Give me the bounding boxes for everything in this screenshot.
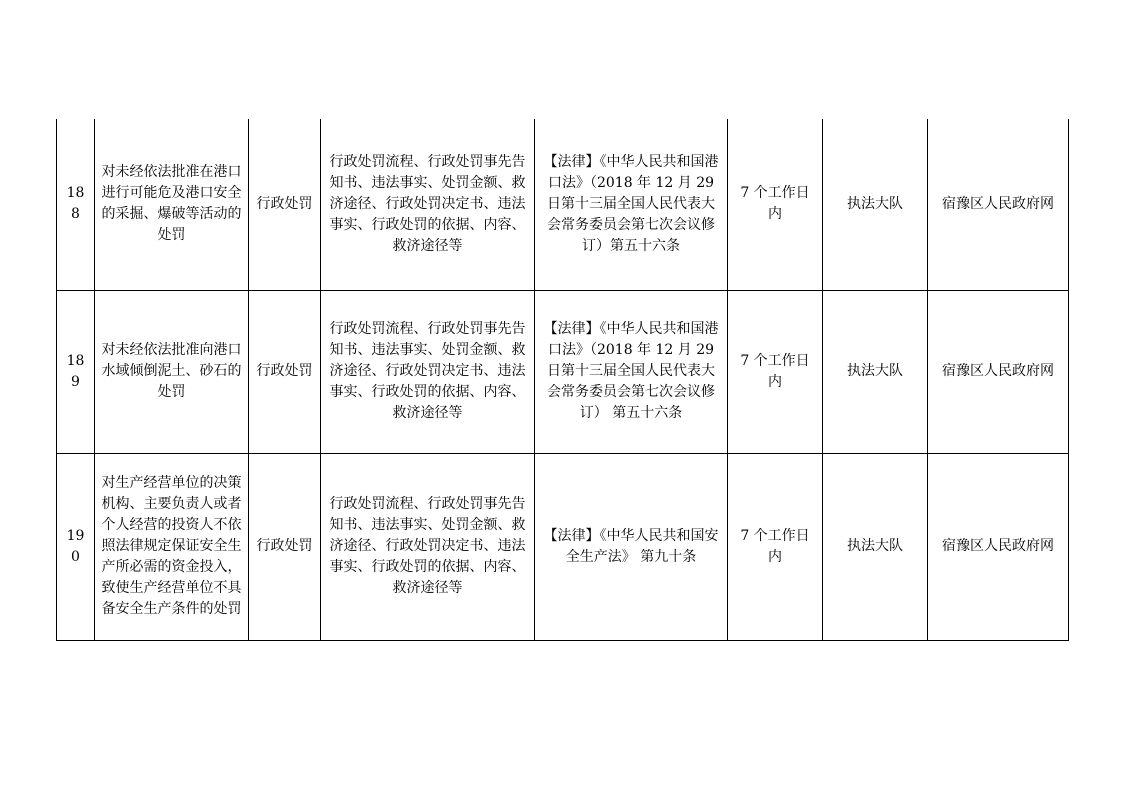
item-name-text: 对未经依法批准在港口进行可能危及港口安全的采掘、爆破等活动的处罚 <box>101 164 242 244</box>
table-row <box>57 453 1069 640</box>
table-row <box>57 290 1069 453</box>
disclosure-table <box>56 119 1069 641</box>
item-name <box>95 453 249 640</box>
item-category: 行政处罚 <box>249 453 321 640</box>
item-name-text: 对生产经营单位的决策机构、主要负责人或者个人经营的投资人不依照法律规定保证安全生产所必需的资金投入，致使生产经营单位不具备安全生产条件的处罚 <box>101 475 242 617</box>
row-number: 188 <box>57 119 95 290</box>
item-name <box>95 290 249 453</box>
responsible-department: 执法大队 <box>823 119 928 290</box>
disclosure-documents: 行政处罚流程、行政处罚事先告知书、违法事实、处罚金额、救济途径、行政处罚决定书、违法事实、行政处罚的依据、内容、救济途径等 <box>321 453 535 640</box>
item-category: 行政处罚 <box>249 119 321 290</box>
publish-channel: 宿豫区人民政府网 <box>928 119 1069 290</box>
item-category: 行政处罚 <box>249 290 321 453</box>
table-row <box>57 119 1069 290</box>
legal-basis: 【法律】《中华人民共和国港口法》（2018 年 12 月 29 日第十三届全国人民代表大会常务委员会第七次会议修订）第五十六条 <box>535 119 728 290</box>
time-limit: 7 个工作日内 <box>728 119 823 290</box>
legal-basis: 【法律】《中华人民共和国港口法》（2018 年 12 月 29 日第十三届全国人民代表大会常务委员会第七次会议修订） 第五十六条 <box>535 290 728 453</box>
responsible-department: 执法大队 <box>823 453 928 640</box>
time-limit: 7 个工作日内 <box>728 290 823 453</box>
item-name-text: 对未经依法批准向港口水域倾倒泥土、砂石的处罚 <box>101 342 242 400</box>
disclosure-documents: 行政处罚流程、行政处罚事先告知书、违法事实、处罚金额、救济途径、行政处罚决定书、违法事实、行政处罚的依据、内容、救济途径等 <box>321 119 535 290</box>
legal-basis: 【法律】《中华人民共和国安全生产法》 第九十条 <box>535 453 728 640</box>
item-name <box>95 119 249 290</box>
row-number: 190 <box>57 453 95 640</box>
responsible-department: 执法大队 <box>823 290 928 453</box>
publish-channel: 宿豫区人民政府网 <box>928 453 1069 640</box>
time-limit: 7 个工作日内 <box>728 453 823 640</box>
row-number: 189 <box>57 290 95 453</box>
publish-channel: 宿豫区人民政府网 <box>928 290 1069 453</box>
disclosure-documents: 行政处罚流程、行政处罚事先告知书、违法事实、处罚金额、救济途径、行政处罚决定书、违法事实、行政处罚的依据、内容、救济途径等 <box>321 290 535 453</box>
